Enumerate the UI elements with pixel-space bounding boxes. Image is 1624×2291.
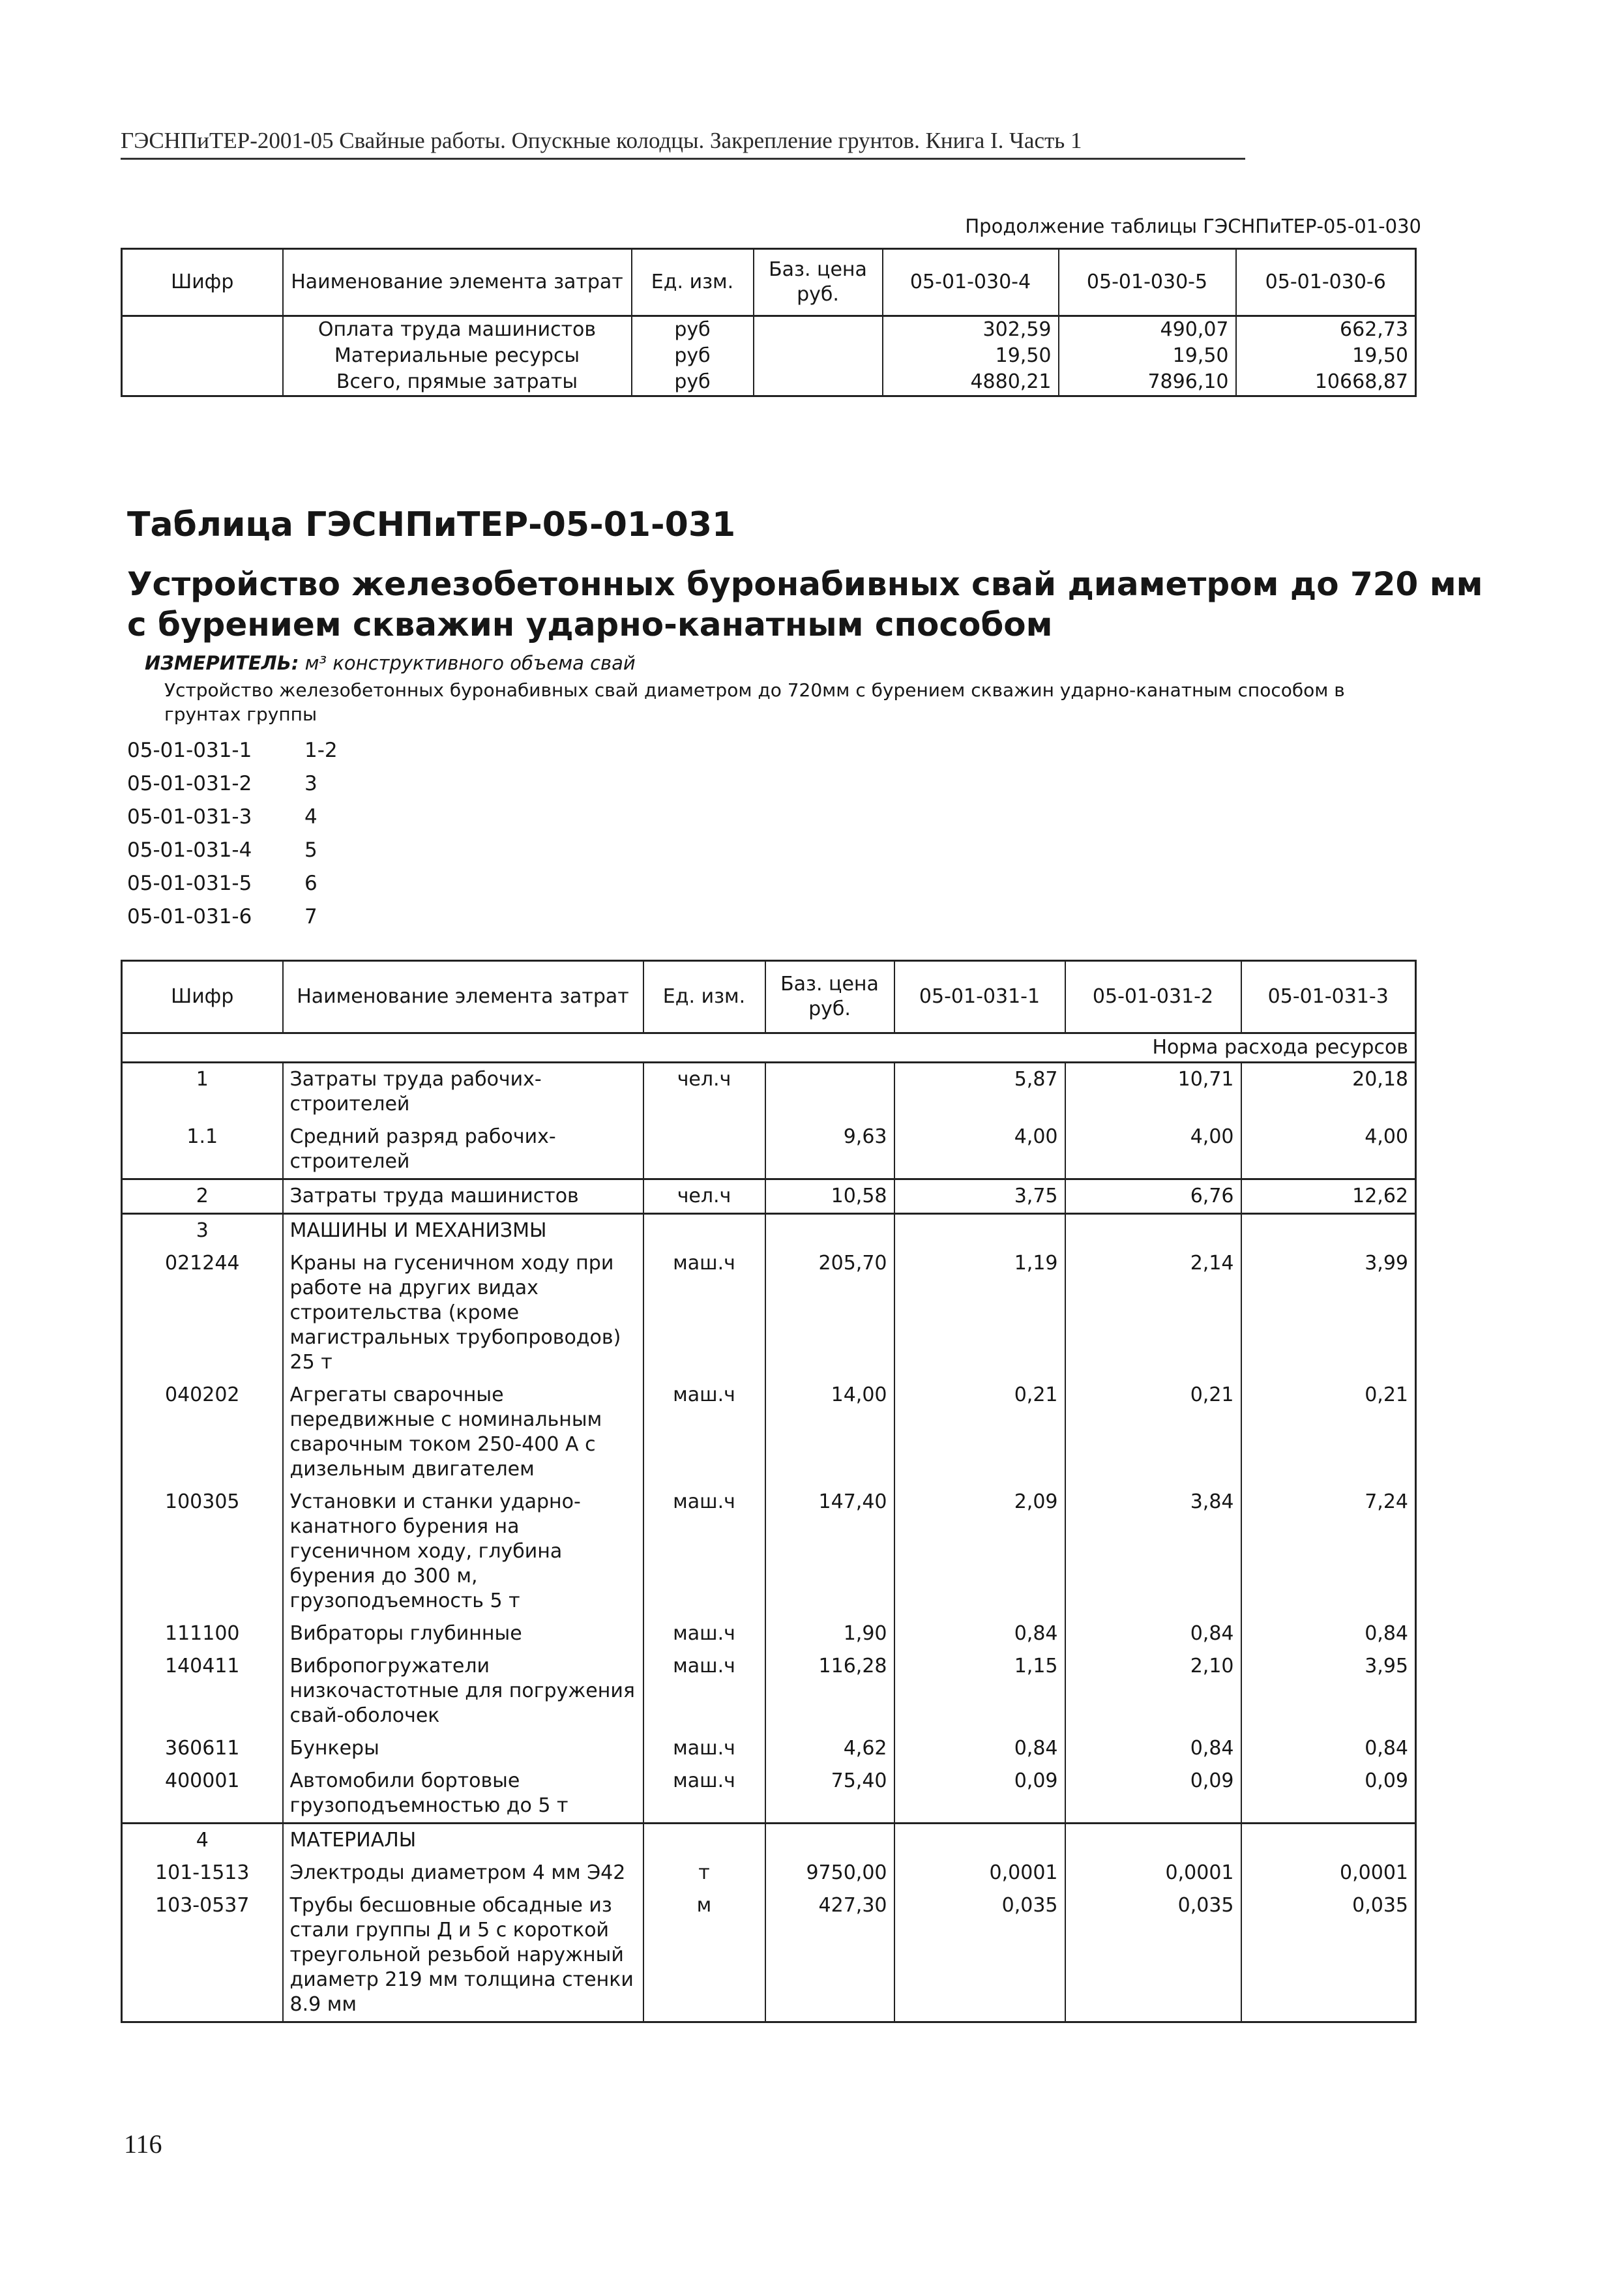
cell-value: 4880,21 [883, 369, 1059, 396]
col-header-norm-1: 05-01-031-1 [894, 961, 1065, 1033]
cell-value [1065, 1214, 1241, 1248]
cell-price [754, 369, 883, 396]
cell-unit [643, 1214, 765, 1248]
cell-value: 0,09 [1065, 1765, 1241, 1824]
cell-value: 662,73 [1236, 316, 1416, 344]
table-subtitle: Устройство железобетонных буронабивных свай диаметром до 720 мм с бурением скважин ударно-канатным способом [127, 565, 1483, 643]
cell-value [1241, 1824, 1416, 1857]
cell-value: 0,84 [1241, 1618, 1416, 1650]
table-row [122, 1063, 1416, 1121]
cell-value: 3,95 [1241, 1650, 1416, 1732]
cell-name: Всего, прямые затраты [283, 369, 632, 396]
table-row [122, 1732, 1416, 1765]
cell-price: 9,63 [765, 1121, 894, 1179]
page-number: 116 [124, 2129, 162, 2159]
cell-name: Средний разряд рабочих-строителей [283, 1121, 643, 1179]
table-row [122, 1857, 1416, 1889]
cell-value: 0,84 [1065, 1732, 1241, 1765]
cell-code [122, 369, 283, 396]
soil-group: 5 [304, 838, 317, 862]
cell-code: 1.1 [122, 1121, 283, 1179]
cell-name: Затраты труда машинистов [283, 1179, 643, 1214]
cell-name: МАТЕРИАЛЫ [283, 1824, 643, 1857]
code-id: 05-01-031-1 [127, 739, 252, 762]
col-header-price: Баз. цена руб. [765, 961, 894, 1033]
cell-value: 0,84 [1241, 1732, 1416, 1765]
col-header-unit: Ед. изм. [643, 961, 765, 1033]
col-header-norm-3: 05-01-030-6 [1236, 249, 1416, 316]
cell-value: 5,87 [894, 1063, 1065, 1121]
cell-code: 021244 [122, 1247, 283, 1379]
soil-group: 6 [304, 872, 317, 895]
cell-price: 4,62 [765, 1732, 894, 1765]
col-header-name: Наименование элемента затрат [283, 961, 643, 1033]
running-header: ГЭСНПиТЕР-2001-05 Свайные работы. Опускные колодцы. Закрепление грунтов. Книга I. Часть 1 [121, 128, 1245, 160]
cell-name: Электроды диаметром 4 мм Э42 [283, 1857, 643, 1889]
list-item [127, 867, 338, 900]
cell-value: 302,59 [883, 316, 1059, 344]
cell-value: 19,50 [1236, 343, 1416, 369]
cell-price: 75,40 [765, 1765, 894, 1824]
cell-unit: чел.ч [643, 1063, 765, 1121]
cell-unit: маш.ч [643, 1650, 765, 1732]
cell-unit: маш.ч [643, 1618, 765, 1650]
cell-value: 4,00 [1065, 1121, 1241, 1179]
soil-group: 3 [304, 772, 317, 795]
cell-code: 040202 [122, 1379, 283, 1486]
table-row [122, 1179, 1416, 1214]
code-id: 05-01-031-3 [127, 805, 252, 829]
cell-unit: маш.ч [643, 1732, 765, 1765]
table-row [122, 343, 1416, 369]
col-header-norm-2: 05-01-031-2 [1065, 961, 1241, 1033]
cell-price: 427,30 [765, 1889, 894, 2022]
cell-price [765, 1824, 894, 1857]
cell-value: 0,84 [894, 1732, 1065, 1765]
col-header-unit: Ед. изм. [632, 249, 754, 316]
cell-price [765, 1214, 894, 1248]
norm-label: Норма расхода ресурсов [122, 1033, 1416, 1063]
norm-row [122, 1033, 1416, 1063]
cell-value: 7,24 [1241, 1486, 1416, 1618]
work-description: Устройство железобетонных буронабивных свай диаметром до 720мм с бурением скважин ударно-канатным способом в грунтах группы [164, 679, 1345, 725]
soil-group: 4 [304, 805, 317, 829]
list-item [127, 801, 338, 834]
table-row [122, 1121, 1416, 1179]
cell-value: 0,035 [1241, 1889, 1416, 2022]
cell-name: Вибропогружатели низкочастотные для погружения свай-оболочек [283, 1650, 643, 1732]
cell-unit: маш.ч [643, 1486, 765, 1618]
cell-name: Трубы бесшовные обсадные из стали группы Д и 5 с короткой треугольной резьбой наружный диаметр 219 мм толщина стенки 8.9 мм [283, 1889, 643, 2022]
cell-price: 116,28 [765, 1650, 894, 1732]
cell-value: 3,99 [1241, 1247, 1416, 1379]
cell-name: Вибраторы глубинные [283, 1618, 643, 1650]
table-title: Таблица ГЭСНПиТЕР-05-01-031 [127, 505, 736, 544]
cell-code: 103-0537 [122, 1889, 283, 2022]
cell-code: 100305 [122, 1486, 283, 1618]
col-header-code: Шифр [122, 961, 283, 1033]
cell-value: 0,21 [894, 1379, 1065, 1486]
cell-value: 490,07 [1059, 316, 1236, 344]
cell-value: 0,21 [1241, 1379, 1416, 1486]
cell-value: 0,09 [1241, 1765, 1416, 1824]
header-row [122, 961, 1416, 1033]
table-row [122, 1650, 1416, 1732]
cell-price: 147,40 [765, 1486, 894, 1618]
cell-value: 3,84 [1065, 1486, 1241, 1618]
code-id: 05-01-031-4 [127, 838, 252, 862]
cell-name: Материальные ресурсы [283, 343, 632, 369]
table-row [122, 1247, 1416, 1379]
cell-unit: чел.ч [643, 1179, 765, 1214]
cell-unit: руб [632, 343, 754, 369]
cell-name: Агрегаты сварочные передвижные с номинальным сварочным током 250-400 А с дизельным двигателем [283, 1379, 643, 1486]
cell-code: 360611 [122, 1732, 283, 1765]
table-row [122, 1824, 1416, 1857]
cell-unit [643, 1824, 765, 1857]
table-row [122, 1765, 1416, 1824]
cell-code [122, 316, 283, 344]
cell-value: 0,21 [1065, 1379, 1241, 1486]
table-row [122, 1486, 1416, 1618]
cell-unit: м [643, 1889, 765, 2022]
cell-name: Установки и станки ударно-канатного бурения на гусеничном ходу, глубина бурения до 300 м, грузоподъемность 5 т [283, 1486, 643, 1618]
cell-value: 3,75 [894, 1179, 1065, 1214]
continuation-caption: Продолжение таблицы ГЭСНПиТЕР-05-01-030 [965, 215, 1421, 237]
cell-price: 10,58 [765, 1179, 894, 1214]
cell-value [894, 1214, 1065, 1248]
meter-label: ИЗМЕРИТЕЛЬ: [145, 652, 299, 674]
code-list [127, 734, 338, 934]
cell-price: 205,70 [765, 1247, 894, 1379]
cell-code: 140411 [122, 1650, 283, 1732]
cell-value: 0,0001 [1065, 1857, 1241, 1889]
table-row [122, 1618, 1416, 1650]
cell-unit: маш.ч [643, 1765, 765, 1824]
cell-name: Затраты труда рабочих-строителей [283, 1063, 643, 1121]
cell-code: 111100 [122, 1618, 283, 1650]
resource-table [121, 960, 1417, 2023]
meter-line [145, 652, 636, 674]
cell-unit [643, 1121, 765, 1179]
cell-value: 0,0001 [1241, 1857, 1416, 1889]
cell-code: 400001 [122, 1765, 283, 1824]
table-row [122, 1214, 1416, 1248]
list-item [127, 734, 338, 767]
cell-unit: маш.ч [643, 1247, 765, 1379]
cell-code: 2 [122, 1179, 283, 1214]
cell-value: 0,09 [894, 1765, 1065, 1824]
cell-value [1241, 1214, 1416, 1248]
list-item [127, 767, 338, 801]
cell-value: 4,00 [1241, 1121, 1416, 1179]
cell-unit: руб [632, 369, 754, 396]
code-id: 05-01-031-6 [127, 905, 252, 928]
cell-value: 19,50 [883, 343, 1059, 369]
cell-value: 2,14 [1065, 1247, 1241, 1379]
cell-name: Бункеры [283, 1732, 643, 1765]
code-id: 05-01-031-2 [127, 772, 252, 795]
col-header-price: Баз. цена руб. [754, 249, 883, 316]
cell-value: 0,84 [1065, 1618, 1241, 1650]
cell-code [122, 343, 283, 369]
table-row [122, 316, 1416, 344]
table-row [122, 369, 1416, 396]
col-header-norm-3: 05-01-031-3 [1241, 961, 1416, 1033]
continuation-table [121, 248, 1417, 397]
soil-group: 1-2 [304, 739, 338, 762]
cell-value: 0,0001 [894, 1857, 1065, 1889]
cell-unit: т [643, 1857, 765, 1889]
meter-value: м³ конструктивного объема свай [304, 652, 636, 674]
cell-value: 0,84 [894, 1618, 1065, 1650]
cell-value: 10,71 [1065, 1063, 1241, 1121]
cell-price: 1,90 [765, 1618, 894, 1650]
cell-code: 4 [122, 1824, 283, 1857]
header-row [122, 249, 1416, 316]
col-header-norm-1: 05-01-030-4 [883, 249, 1059, 316]
cell-name: Оплата труда машинистов [283, 316, 632, 344]
cell-value: 10668,87 [1236, 369, 1416, 396]
cell-value [1065, 1824, 1241, 1857]
cell-value: 1,19 [894, 1247, 1065, 1379]
table-row [122, 1379, 1416, 1486]
cell-value: 2,10 [1065, 1650, 1241, 1732]
cell-value: 4,00 [894, 1121, 1065, 1179]
cell-unit: маш.ч [643, 1379, 765, 1486]
cell-price [754, 316, 883, 344]
cell-name: МАШИНЫ И МЕХАНИЗМЫ [283, 1214, 643, 1248]
col-header-name: Наименование элемента затрат [283, 249, 632, 316]
table-row [122, 1889, 1416, 2022]
col-header-code: Шифр [122, 249, 283, 316]
cell-unit: руб [632, 316, 754, 344]
cell-code: 101-1513 [122, 1857, 283, 1889]
cell-price: 9750,00 [765, 1857, 894, 1889]
cell-value: 19,50 [1059, 343, 1236, 369]
list-item [127, 834, 338, 867]
cell-value: 0,035 [1065, 1889, 1241, 2022]
cell-value: 7896,10 [1059, 369, 1236, 396]
cell-value: 1,15 [894, 1650, 1065, 1732]
cell-name: Автомобили бортовые грузоподъемностью до 5 т [283, 1765, 643, 1824]
cell-code: 1 [122, 1063, 283, 1121]
cell-price [765, 1063, 894, 1121]
cell-value: 12,62 [1241, 1179, 1416, 1214]
cell-name: Краны на гусеничном ходу при работе на других видах строительства (кроме магистральных трубопроводов) 25 т [283, 1247, 643, 1379]
cell-value: 0,035 [894, 1889, 1065, 2022]
cell-code: 3 [122, 1214, 283, 1248]
code-id: 05-01-031-5 [127, 872, 252, 895]
cell-value: 20,18 [1241, 1063, 1416, 1121]
soil-group: 7 [304, 905, 317, 928]
cell-price [754, 343, 883, 369]
cell-price: 14,00 [765, 1379, 894, 1486]
cell-value [894, 1824, 1065, 1857]
list-item [127, 900, 338, 934]
col-header-norm-2: 05-01-030-5 [1059, 249, 1236, 316]
cell-value: 2,09 [894, 1486, 1065, 1618]
cell-value: 6,76 [1065, 1179, 1241, 1214]
